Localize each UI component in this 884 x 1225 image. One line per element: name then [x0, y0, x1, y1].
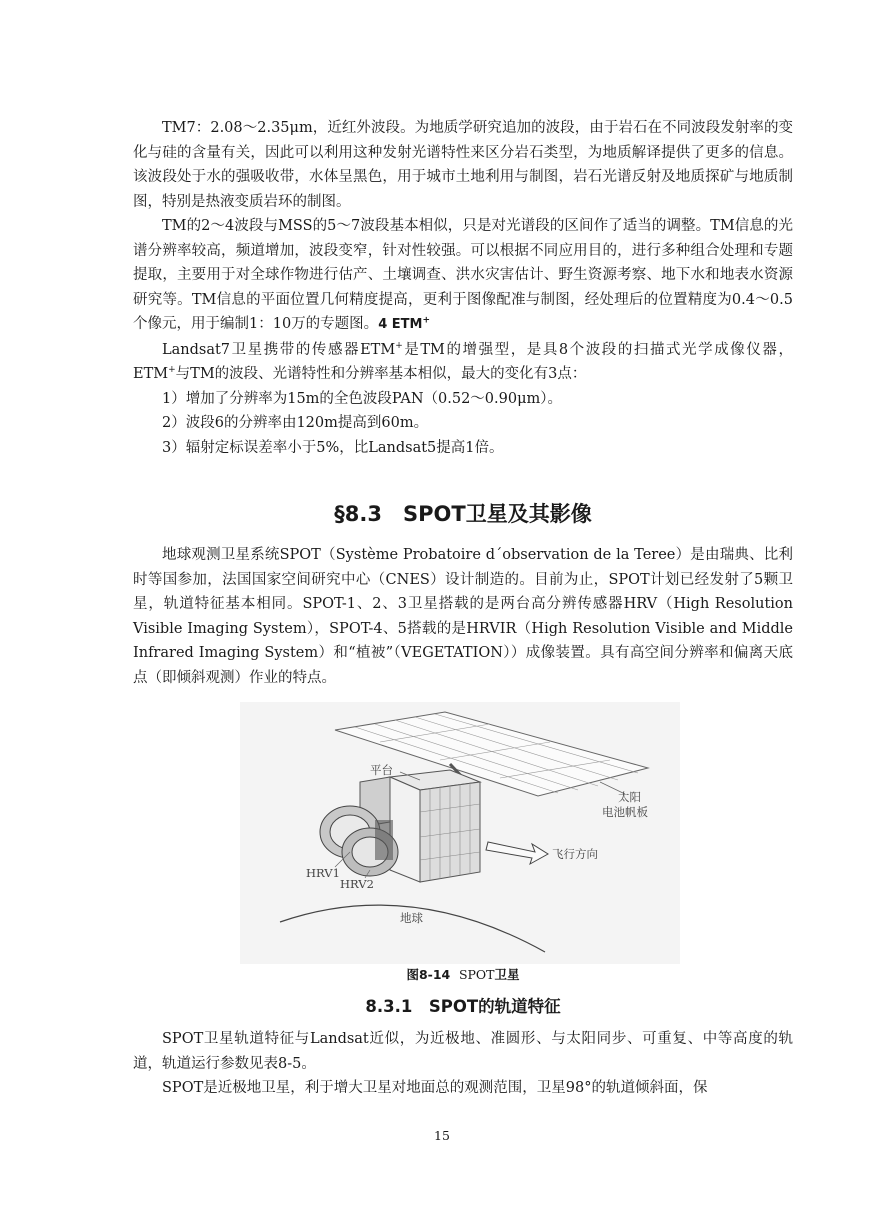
paragraph-etm: Landsat7卫星携带的传感器ETM+是TM的增强型，是具8个波段的扫描式光学成像仪器，ETM+与TM的波段、光谱特性和分辨率基本相似，最大的变化有3点： [133, 340, 793, 382]
caption-suffix: 卫星 [494, 967, 520, 982]
label-hrv1: HRV1 [306, 866, 340, 880]
paragraph-orbit-1: SPOT卫星轨道特征与Landsat近似，为近极地、准圆形、与太阳同步、可重复、中等高度的轨道，轨道运行参数见表8-5。 [133, 1031, 793, 1072]
subsection-title: 8.3.1 SPOT的轨道特征 [365, 997, 561, 1016]
figure-caption [133, 965, 793, 983]
subsection-text-block [133, 1027, 793, 1101]
list-item: 2）波段6的分辨率由120m提高到60m。 [162, 415, 429, 431]
label-solar-1: 太阳 [618, 790, 641, 804]
paragraph-orbit-2: SPOT是近极地卫星，利于增大卫星对地面总的观测范围，卫星98°的轨道倾斜面，保 [162, 1080, 708, 1096]
paragraph-spot-intro: 地球观测卫星系统SPOT（Système Probatoire d´observation de la Teree）是由瑞典、比利时等国参加，法国国家空间研究中心（CNES）设计制造的。目前为止，SPOT计划已经发射了5颗卫星，轨道特征基本相同。SPOT-1、2、3卫星搭载的是两台高分辨传感器HRV（High Resolution Visible Imaging System），SPOT-4、5搭载的是HRVIR（High Resolution Visible and Middle Infrared Imaging System）和“植被”（VEGETATION））成像装置。具有高空间分辨率和偏离天底点（即倾斜观测）作业的特点。 [133, 547, 793, 686]
tm-summary-text: TM的2～4波段与MSS的5～7波段基本相似，只是对光谱段的区间作了适当的调整。TM信息的光谱分辨率较高，频道增加，波段变窄，针对性较强。可以根据不同应用目的，进行多种组合处理和专题提取，主要用于对全球作物进行估产、土壤调查、洪水灾害估计、野生资源考察、地下水和地表水资源研究等。TM信息的平面位置几何精度提高，更利于图像配准与制图，经处理后的位置精度为0.4～0.5个像元，用于编制1：10万的专题图。 [133, 218, 793, 332]
list-item: 1）增加了分辨率为15m的全色波段PAN（0.52～0.90μm）。 [162, 390, 563, 407]
upper-text-block [133, 116, 793, 460]
caption-mono: SPOT [458, 967, 495, 982]
paragraph-tm-summary [133, 214, 793, 338]
label-platform: 平台 [370, 763, 393, 777]
page-number: 15 [434, 1128, 450, 1143]
etm-heading: 4 ETM+ [378, 315, 430, 332]
spot-satellite-figure [240, 702, 680, 964]
section-title: §8.3 SPOT卫星及其影像 [334, 502, 592, 526]
caption-prefix: 图8-14 [406, 967, 451, 982]
label-earth: 地球 [400, 911, 423, 925]
label-solar-2: 电池帆板 [602, 805, 648, 819]
paragraph-tm7: TM7：2.08～2.35μm，近红外波段。为地质学研究追加的波段，由于岩石在不同波段发射率的变化与硅的含量有关，因此可以利用这种发射光谱特性来区分岩石类型，为地质解译提供了更多的信息。该波段处于水的强吸收带，水体呈黑色，用于城市土地利用与制图，岩石光谱反射及地质探矿与地质制图，特别是热液变质岩环的制图。 [133, 120, 793, 210]
label-hrv2: HRV2 [340, 877, 374, 891]
section-intro-block [133, 543, 793, 690]
label-flight-direction: 飞行方向 [552, 847, 598, 861]
list-item: 3）辐射定标误差率小于5%，比Landsat5提高1倍。 [162, 439, 504, 456]
